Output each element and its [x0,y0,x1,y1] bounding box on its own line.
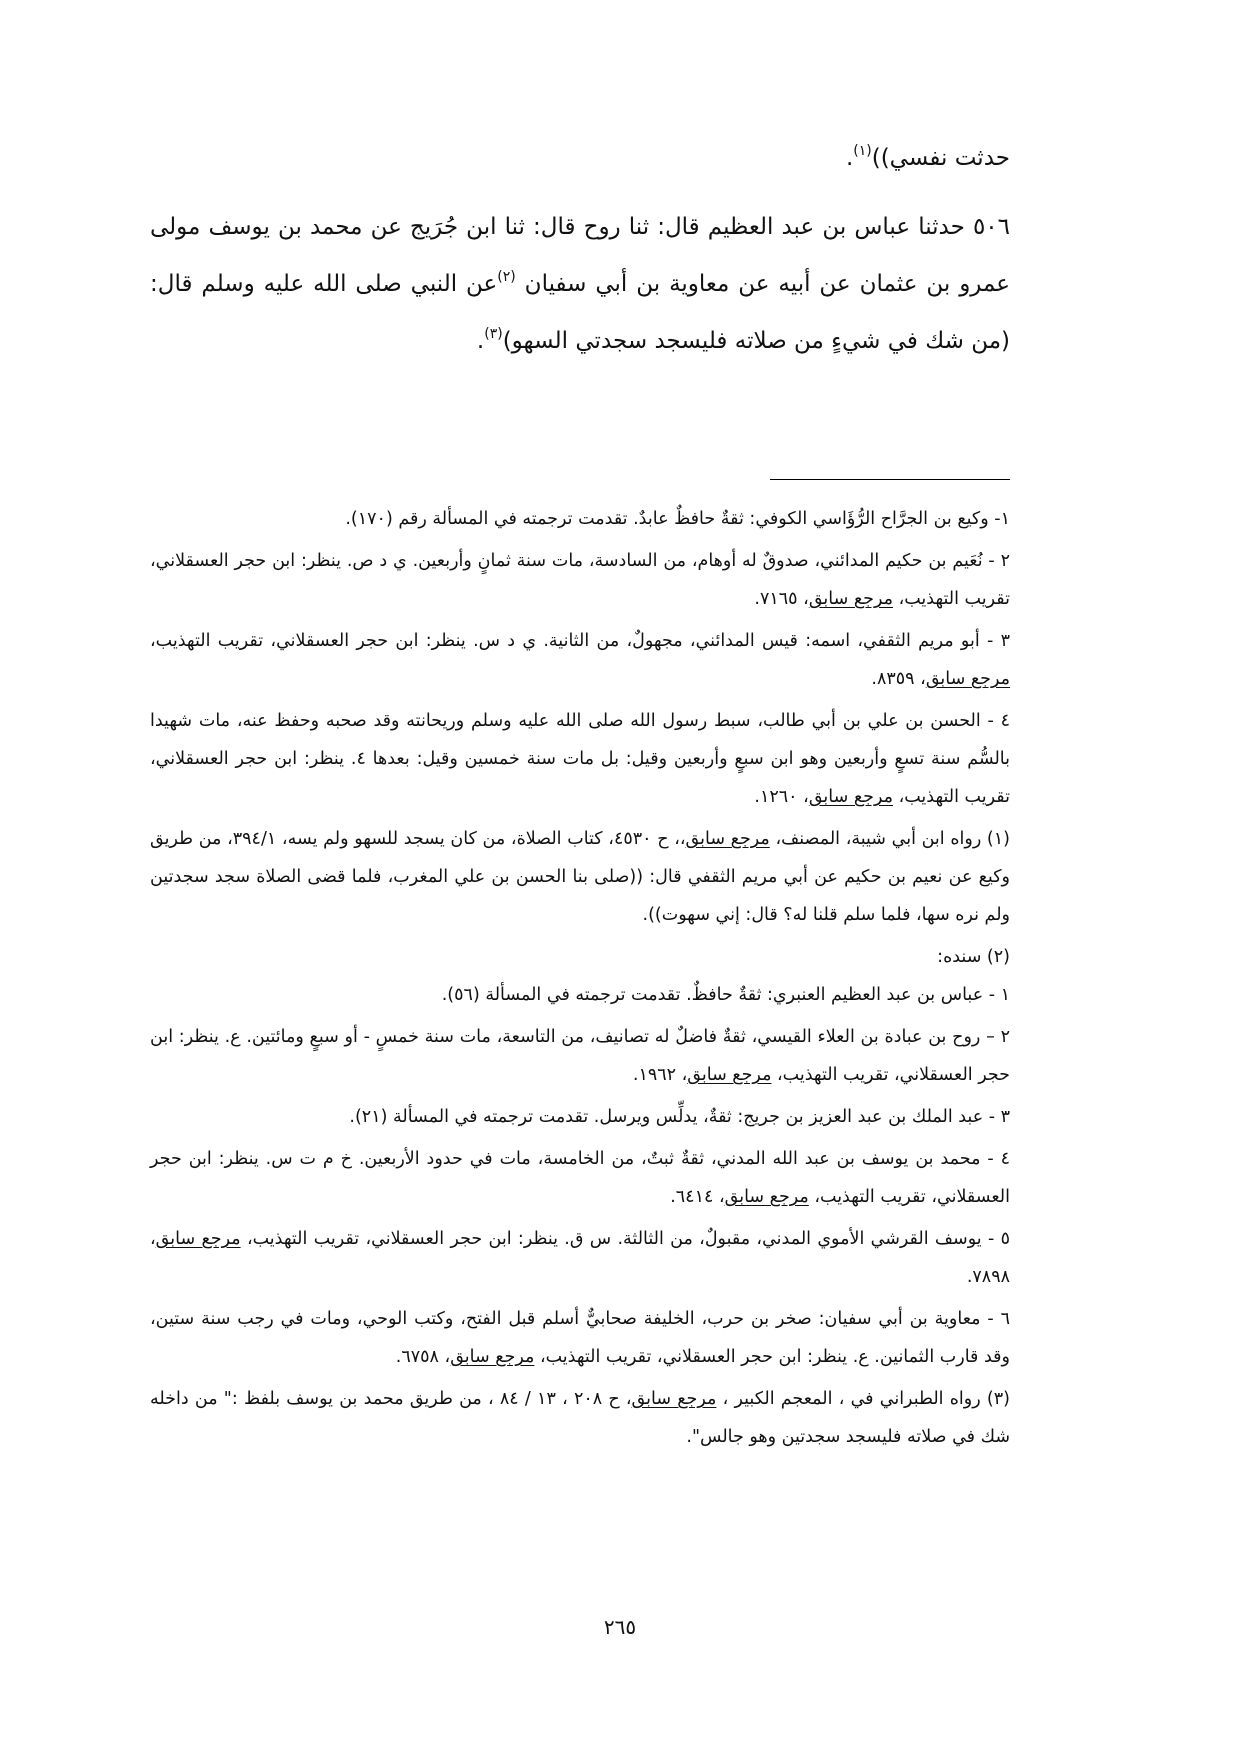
note-text: ٦ - معاوية بن أبي سفيان: صخر بن حرب، الخليفة صحابيٌّ أسلم قبل الفتح، وكتب الوحي، ومات في رجب سنة ستين، وقد قارب الثمانين. ع. ينظر: ابن حجر العسقلاني، تقريب التهذيب، [150,1309,1010,1367]
note-text: ،، ح ٤٥٣٠، كتاب الصلاة، من كان يسجد للسهو ولم يسه، ٣٩٤/١، من طريق وكيع عن نعيم بن حكيم عن أبي مريم الثقفي قال: ((صلى بنا الحسن بن علي المغرب، فلما قضى الصلاة سجد سجدتين ولم نره سها، فلما سلم قلنا له؟ قال: إني سهوت)). [150,829,1010,925]
isnad-note-5 [150,1220,1010,1296]
note-text: ٢ - نُعَيم بن حكيم المدائني، صدوقٌ له أوهام، من السادسة، مات سنة ثمانٍ وأربعين. ي د ص. ينظر: ابن حجر العسقلاني، تقريب التهذيب، [150,551,1010,609]
note-text: ، ٧١٦٥. [754,589,809,609]
footnote-2-title: (٢) سنده: [937,947,1010,967]
isnad-note-1: ١ - عباس بن عبد العظيم العنبري: ثقةٌ حافظٌ. تقدمت ترجمته في المسألة (٥٦). [441,985,1010,1005]
footnote-separator [770,479,1010,480]
note-text: (٣) رواه الطبراني في ، المعجم الكبير ، [716,1389,1010,1409]
note-text: ، ٨٣٥٩. [871,669,926,689]
note-text: ٢ – روح بن عبادة بن العلاء القيسي، ثقةٌ فاضلٌ له تصانيف، من التاسعة، مات سنة خمسٍ - أو سبعٍ ومائتين. ع. ينظر: ابن حجر العسقلاني، تقريب التهذيب، [150,1027,1010,1085]
note-text: ، ٦٤١٤. [670,1187,725,1207]
note-text: ، ٧٨٩٨. [150,1229,1010,1287]
carryover-end: . [845,145,854,171]
reference-link: مرجع سابق [687,1065,772,1085]
isnad-note-4 [150,1140,1010,1216]
narrator-note-2 [150,542,1010,618]
hadith-506-end: . [476,328,485,354]
narrator-note-3 [150,622,1010,698]
reference-link: مرجع سابق [155,1229,241,1249]
reference-link: مرجع سابق [808,589,893,609]
reference-link: مرجع سابق [724,1187,809,1207]
reference-link: مرجع سابق [925,669,1010,689]
narrator-note-4 [150,702,1010,816]
footnote-1 [150,820,1010,934]
isnad-note-3: ٣ - عبد الملك بن عبد العزيز بن جريج: ثقةٌ، يدلِّس ويرسل. تقدمت ترجمته في المسألة (٢١). [349,1107,1010,1127]
main-text [150,130,1010,370]
reference-link: مرجع سابق [808,787,893,807]
note-text: (١) رواه ابن أبي شيبة، المصنف، [769,829,1010,849]
note-text: ، ح ٢٠٨ ، ١٣ / ٨٤ ، من طريق محمد بن يوسف بلفظ :" من داخله شك في صلاته فليسجد سجدتين وهو جالس". [150,1389,1010,1447]
footnote-ref-1[interactable]: (١) [853,143,872,159]
hadith-506-matn: عن النبي صلى الله عليه وسلم قال: (من شك في شيءٍ من صلاته فليسجد سجدتي السهو) [150,271,1010,354]
note-text: ٤ - الحسن بن علي بن أبي طالب، سبط رسول الله صلى الله عليه وسلم وريحانته وقد صحبه وحفظ عنه، مات شهيدا بالسُّم سنة تسعٍ وأربعين وهو ابن سبعٍ وأربعين وقيل: بل مات سنة خمسين وقيل: بعدها ٤. ينظر: ابن حجر العسقلاني، تقريب التهذيب، [150,711,1010,807]
isnad-note-2 [150,1018,1010,1094]
note-text: ٣ - أبو مريم الثقفي، اسمه: قيس المدائني، مجهولٌ، من الثانية. ي د س. ينظر: ابن حجر العسقلاني، تقريب التهذيب، [150,631,1010,651]
carryover-text: حدثت نفسي)) [871,145,1010,171]
footnotes [150,500,1010,1460]
reference-link: مرجع سابق [631,1389,717,1409]
hadith-506 [150,199,1010,370]
footnote-ref-3[interactable]: (٣) [484,326,503,342]
note-text: ، ١٢٦٠. [754,787,809,807]
reference-link: مرجع سابق [450,1347,535,1367]
reference-link: مرجع سابق [685,829,770,849]
narrator-note-1: ١- وكيع بن الجرَّاح الرُّؤَاسي الكوفي: ثقةٌ حافظٌ عابدٌ. تقدمت ترجمته في المسألة رقم (١٧٠). [345,509,1010,529]
page-number: ٢٦٥ [603,1615,637,1639]
note-text: ، ١٩٦٢. [632,1065,688,1085]
footnote-ref-2[interactable]: (٢) [497,269,516,285]
footnote-3 [150,1380,1010,1456]
note-text: ، ٦٧٥٨. [395,1347,451,1367]
note-text: ٥ - يوسف القرشي الأموي المدني، مقبولٌ، من الثالثة. س ق. ينظر: ابن حجر العسقلاني، تقريب التهذيب، [240,1229,1010,1249]
carryover-line [150,130,1010,187]
note-text: ٤ - محمد بن يوسف بن عبد الله المدني، ثقةٌ ثبتٌ، من الخامسة، مات في حدود الأربعين. خ م ت س. ينظر: ابن حجر العسقلاني، تقريب التهذيب، [150,1149,1010,1207]
hadith-506-isnad: ٥٠٦ حدثنا عباس بن عبد العظيم قال: ثنا روح قال: ثنا ابن جُرَيج عن محمد بن يوسف مولى عمرو بن عثمان عن أبيه عن معاوية بن أبي سفيان [150,214,1011,297]
isnad-note-6 [150,1300,1010,1376]
